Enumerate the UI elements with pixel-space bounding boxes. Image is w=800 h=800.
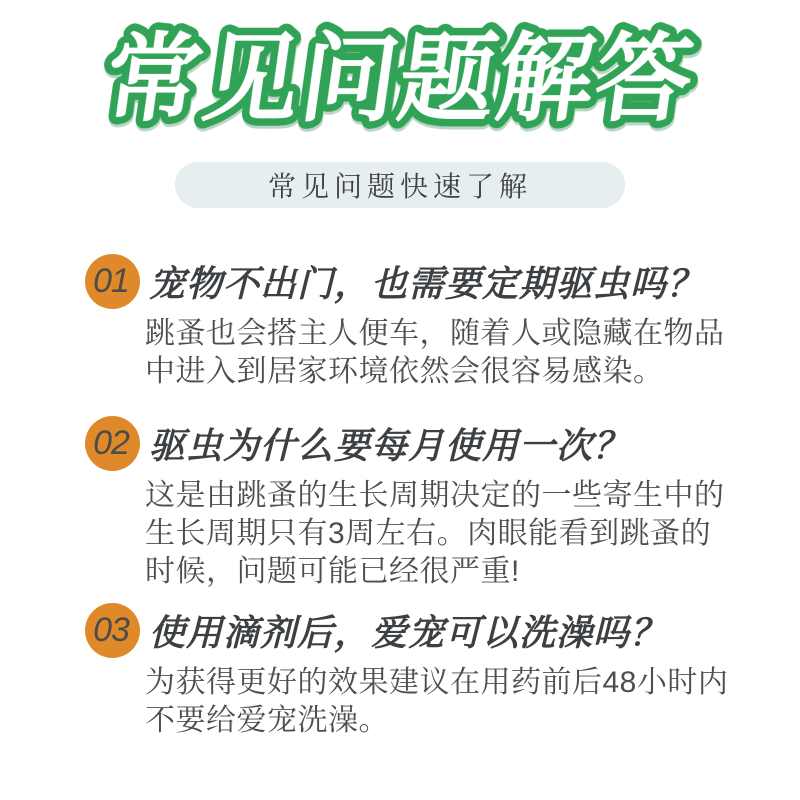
question-row (85, 603, 760, 658)
question-row (85, 416, 760, 471)
number-badge: 02 (85, 416, 140, 471)
answer-line: 不要给爱宠洗澡。 (145, 704, 389, 737)
subtitle-pill (175, 162, 625, 208)
page-title-text: 常见问题解答 (98, 26, 702, 133)
answer-line: 时候，问题可能已经很严重! (145, 555, 520, 588)
subtitle-text: 常见问题快速了解 (267, 171, 532, 202)
faq-item-3 (85, 603, 760, 740)
number-badge: 01 (85, 254, 140, 309)
question-text: 宠物不出门，也需要定期驱虫吗？ (149, 263, 705, 304)
answer-block (145, 315, 760, 391)
page-title (0, 10, 800, 145)
title-outline-graphic (71, 10, 730, 145)
answer-line: 生长周期只有3周左右。肉眼能看到跳蚤的 (145, 517, 712, 550)
answer-block (145, 477, 760, 591)
question-text: 驱虫为什么要每月使用一次？ (149, 425, 631, 466)
question-text: 使用滴剂后，爱宠可以洗澡吗？ (149, 612, 668, 653)
answer-line: 中进入到居家环境依然会很容易感染。 (145, 355, 664, 388)
answer-line: 这是由跳蚤的生长周期决定的一些寄生中的 (145, 479, 725, 512)
answer-line: 为获得更好的效果建议在用药前后48小时内 (145, 666, 729, 699)
answer-block (145, 664, 760, 740)
faq-item-1 (85, 254, 760, 391)
faq-item-2 (85, 416, 760, 591)
answer-line: 跳蚤也会搭主人便车，随着人或隐藏在物品 (145, 317, 725, 350)
question-row (85, 254, 760, 309)
number-badge: 03 (85, 603, 140, 658)
